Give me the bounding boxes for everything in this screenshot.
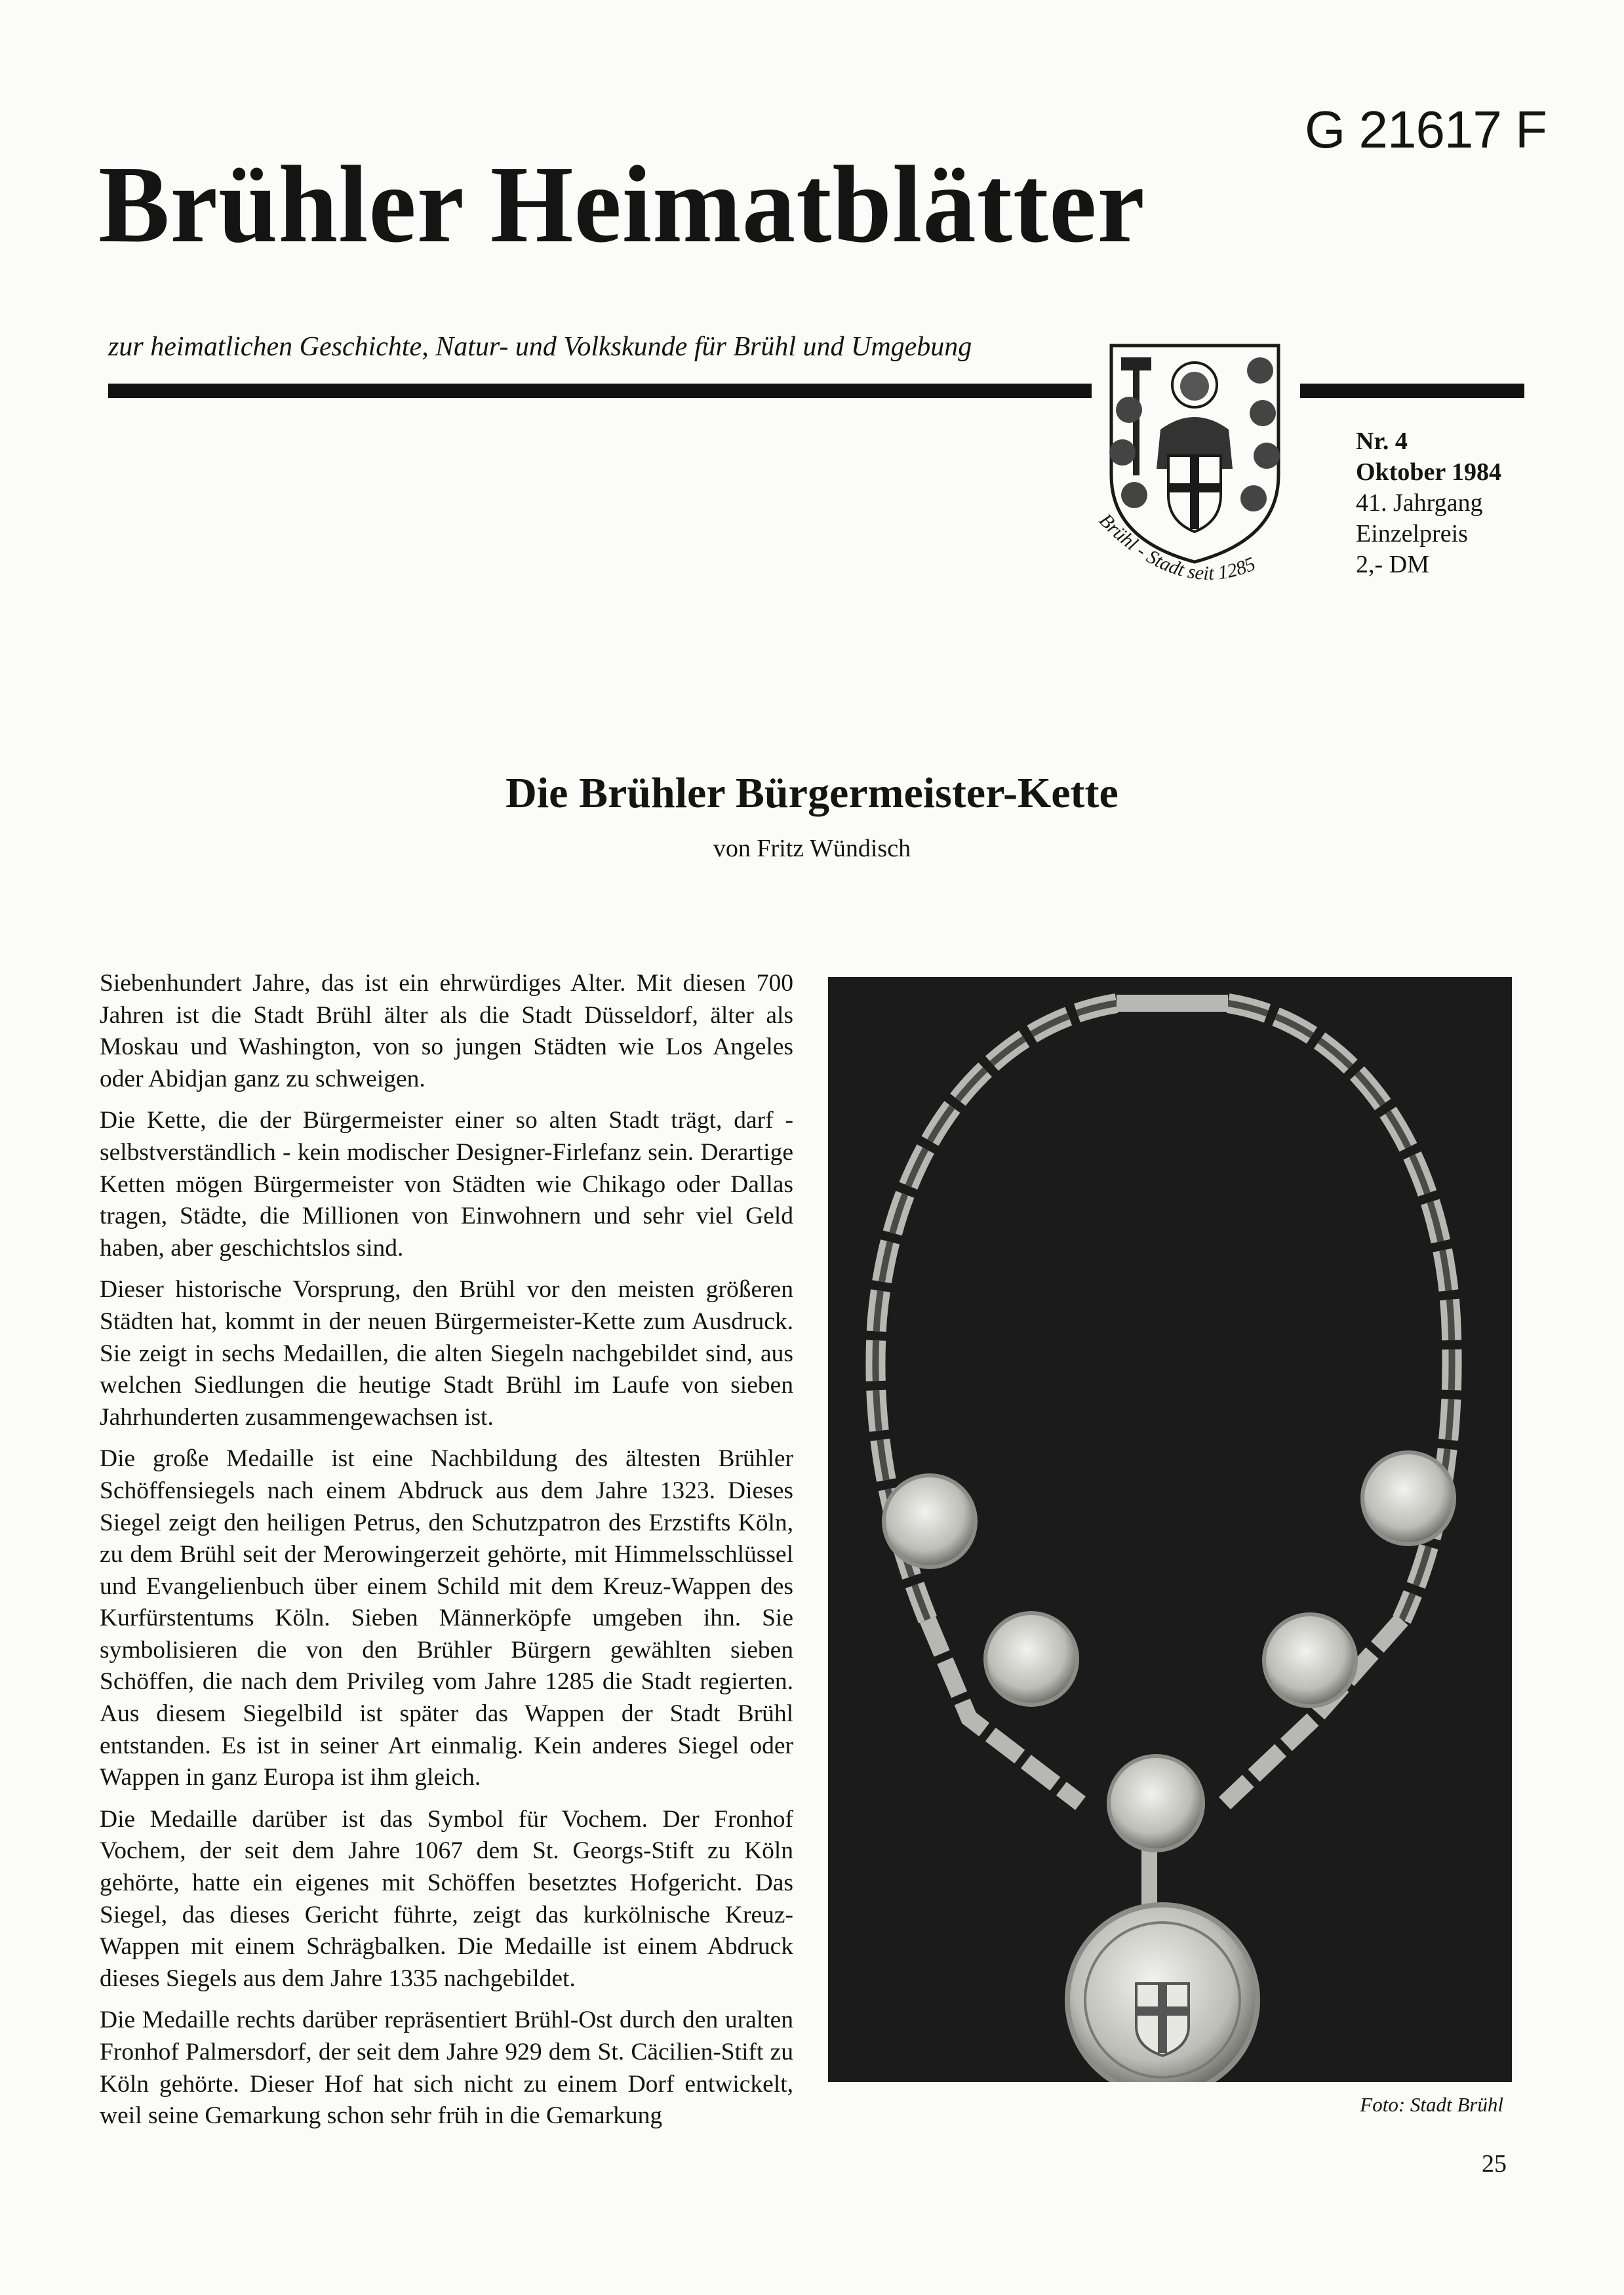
article-paragraph: Siebenhundert Jahre, das ist ein ehrwürdiges Alter. Mit diesen 700 Jahren ist die Stadt Brühl älter als die Stadt Düsseldorf, älter als Moskau und Washington, von so jungen Städten wie Los Angeles oder Abidjan ganz zu schweigen. [100, 970, 793, 1092]
article-title: Die Brühler Bürgermeister-Kette [505, 769, 1119, 817]
page-number: 25 [1482, 2150, 1507, 2178]
masthead-title: Brühler Heimatblätter [98, 144, 1145, 266]
coat-of-arms-seal [1082, 331, 1308, 620]
publication-code: G 21617 F [1305, 100, 1547, 159]
masthead-rule-left [108, 384, 1092, 398]
article-paragraph: Dieser historische Vorsprung, den Brühl vor den meisten größeren Städten hat, kommt in der neuen Bürgermeister-Kette zum Ausdruck. Sie zeigt in sechs Medaillen, die alten Siegeln nachgebildet sind, aus welchen Siedlungen die heutige Stadt Brühl im Laufe von sieben Jahrhunderten zusammengewachsen ist. [100, 1276, 793, 1431]
issue-date: Oktober 1984 [1356, 458, 1502, 486]
photo-caption: Foto: Stadt Brühl [1360, 2093, 1503, 2116]
issue-number: Nr. 4 [1356, 428, 1408, 455]
issue-info [1356, 426, 1501, 580]
chain-photo [828, 977, 1512, 2082]
masthead-rule-right [1300, 384, 1524, 398]
article-paragraph: Die Medaille darüber ist das Symbol für Vochem. Der Fronhof Vochem, der seit dem Jahre 1067 dem St. Georgs-Stift zu Köln gehörte, hatte ein eigenes mit Schöffen besetztes Hofgericht. Das Siegel, das dieses Gericht führte, zeigt das kurkölnische Kreuz-Wappen mit einem Schrägbalken. Die Medaille ist einem Abdruck dieses Siegels aus dem Jahre 1335 nachgebildet. [100, 1805, 793, 1992]
article-paragraph: Die Medaille rechts darüber repräsentiert Brühl-Ost durch den uralten Fronhof Palmersdorf, der seit dem Jahre 929 dem St. Cäcilien-Stift zu Köln gehörte. Dieser Hof hat sich nicht zu einem Dorf entwickelt, weil seine Gemarkung schon sehr früh in die Gemarkung [100, 2006, 793, 2130]
article-byline: von Fritz Wündisch [713, 835, 911, 862]
seal-text: Brühl - Stadt seit 1285 [1095, 509, 1259, 585]
masthead-subtitle: zur heimatlichen Geschichte, Natur- und Volkskunde für Brühl und Umgebung [108, 332, 972, 362]
chain-illustration [828, 977, 1512, 2082]
volume: 41. Jahrgang [1356, 489, 1483, 517]
article-body [100, 968, 793, 2142]
price-label: Einzelpreis [1356, 520, 1468, 548]
article-paragraph: Die große Medaille ist eine Nachbildung des ältesten Brühler Schöffensiegels nach einem Abdruck aus dem Jahre 1323. Dieses Siegel zeigt den heiligen Petrus, den Schutzpatron des Erzstifts Köln, zu dem Brühl seit der Merowingerzeit gehörte, mit Himmelsschlüssel und Evangelienbuch über einem Schild mit dem Kreuz-Wappen des Kurfürstentums Köln. Sieben Männerköpfe umgeben ihn. Sie symbolisieren die von den Brühler Bürgern gewählten sieben Schöffen, die nach dem Privileg vom Jahre 1285 die Stadt regierten. Aus diesem Siegelbild ist später das Wappen der Stadt Brühl entstanden. Es ist in seiner Art einmalig. Kein anderes Siegel oder Wappen in ganz Europa ist ihm gleich. [100, 1445, 793, 1791]
article-paragraph: Die Kette, die der Bürgermeister einer so alten Stadt trägt, darf - selbstverständlich - kein modischer Designer-Firlefanz sein. Derartige Ketten mögen Bürgermeister von Städten wie Chikago oder Dallas tragen, Städte, die Millionen von Einwohnern und sehr viel Geld haben, aber geschichtslos sind. [100, 1107, 793, 1262]
price: 2,- DM [1356, 551, 1429, 578]
